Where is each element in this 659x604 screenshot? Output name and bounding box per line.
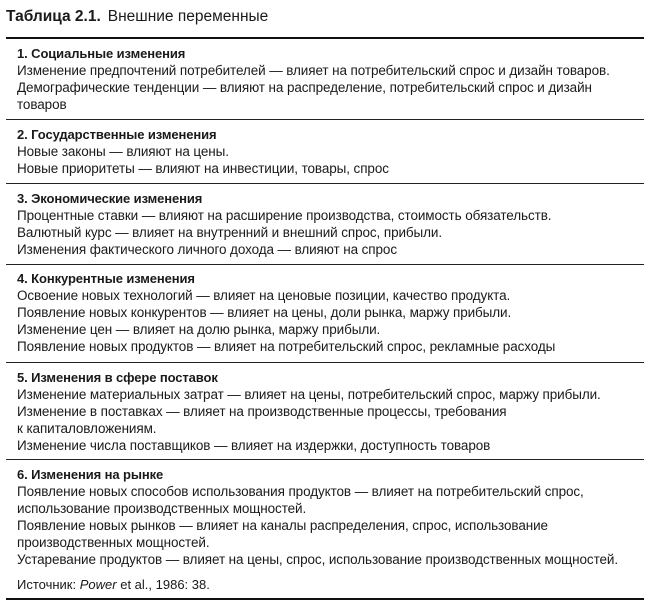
section-market xyxy=(17,466,644,568)
source-author: Power xyxy=(79,577,117,592)
bottom-rule xyxy=(6,598,644,600)
section-line: к капиталовложениям. xyxy=(17,421,157,436)
table-title: Внешние переменные xyxy=(107,8,269,25)
section-line: производственных мощностей. xyxy=(17,535,210,550)
section-government xyxy=(17,126,644,177)
section-line: Изменение числа поставщиков — влияет на издержки, доступность товаров xyxy=(17,438,491,453)
section-social xyxy=(17,45,644,113)
section-line: Появление новых продуктов — влияет на потребительский спрос, рекламные расходы xyxy=(17,339,556,354)
section-heading: 3. Экономические изменения xyxy=(17,191,203,206)
section-line: Валютный курс — влияет на внутренний и внешний спрос, прибыли. xyxy=(17,225,443,240)
section-line: Изменение в поставках — влияет на производственные процессы, требования xyxy=(17,404,507,419)
section-line: Новые законы — влияют на цены. xyxy=(17,144,229,159)
section-line: Изменение материальных затрат — влияет на цены, потребительский спрос, маржу прибыли. xyxy=(17,387,601,402)
top-rule xyxy=(6,37,644,39)
section-divider xyxy=(6,459,644,460)
section-supply xyxy=(17,369,644,454)
section-line: Появление новых способов использования продуктов — влияет на потребительский спрос, xyxy=(17,484,584,499)
section-line: Процентные ставки — влияют на расширение производства, стоимость обязательств. xyxy=(17,208,552,223)
section-heading: 2. Государственные изменения xyxy=(17,127,217,142)
section-divider xyxy=(6,119,644,120)
section-line: Освоение новых технологий — влияет на ценовые позиции, качество продукта. xyxy=(17,288,511,303)
section-line: Изменение цен — влияет на долю рынка, маржу прибыли. xyxy=(17,322,381,337)
section-competitive xyxy=(17,270,644,355)
section-line: Изменения фактического личного дохода — влияют на спрос xyxy=(17,242,397,257)
section-line: Изменение предпочтений потребителей — влияет на потребительский спрос и дизайн товаров. xyxy=(17,63,610,78)
section-divider xyxy=(6,183,644,184)
section-heading: 4. Конкурентные изменения xyxy=(17,271,195,286)
section-economic xyxy=(17,190,644,258)
source-citation: et al., 1986: 38. xyxy=(120,577,210,592)
section-divider xyxy=(6,362,644,363)
section-line: Появление новых конкурентов — влияет на цены, доли рынка, маржу прибыли. xyxy=(17,305,512,320)
section-line: Демографические тенденции — влияют на распределение, потребительский спрос и дизайн xyxy=(17,80,592,95)
section-line: Устаревание продуктов — влияет на цены, спрос, использование производственных мощностей. xyxy=(17,552,619,567)
table-caption xyxy=(6,7,268,27)
section-divider xyxy=(6,264,644,265)
section-line: использование производственных мощностей. xyxy=(17,501,307,516)
table-number: Таблица 2.1. xyxy=(6,8,101,25)
section-line: Появление новых рынков — влияет на каналы распределения, спрос, использование xyxy=(17,518,548,533)
section-heading: 1. Социальные изменения xyxy=(17,46,186,61)
section-line: товаров xyxy=(17,97,67,112)
section-line: Новые приоритеты — влияют на инвестиции, товары, спрос xyxy=(17,161,389,176)
source-note xyxy=(17,576,210,593)
section-heading: 5. Изменения в сфере поставок xyxy=(17,370,218,385)
section-heading: 6. Изменения на рынке xyxy=(17,467,164,482)
source-label: Источник: xyxy=(17,577,77,592)
